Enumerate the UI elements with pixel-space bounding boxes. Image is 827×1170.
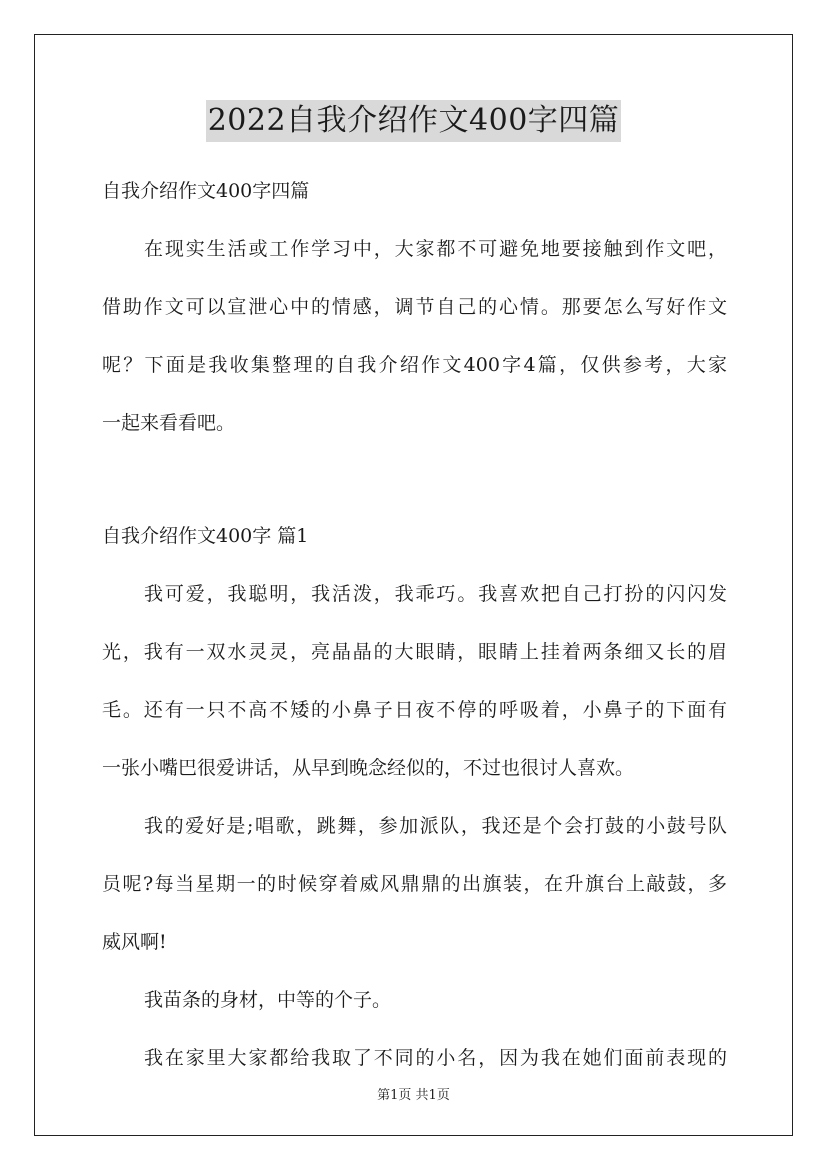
- paragraph-line: 光，我有一双水灵灵，亮晶晶的大眼睛，眼睛上挂着两条细又长的眉: [102, 641, 727, 663]
- paragraph-line: 我的爱好是;唱歌，跳舞，参加派队，我还是个会打鼓的小鼓号队: [144, 815, 727, 837]
- document-title: 2022自我介绍作文400字四篇: [206, 100, 622, 142]
- intro-line: 一起来看看吧。: [102, 412, 236, 434]
- paragraph-line: 我在家里大家都给我取了不同的小名，因为我在她们面前表现的: [144, 1047, 727, 1069]
- paragraph-line: 一张小嘴巴很爱讲话，从早到晚念经似的，不过也很讨人喜欢。: [102, 757, 635, 779]
- document-title-wrapper: [0, 100, 827, 142]
- paragraph-line: 员呢?每当星期一的时候穿着威风鼎鼎的出旗装，在升旗台上敲鼓，多: [102, 873, 727, 895]
- paragraph-line: 我可爱，我聪明，我活泼，我乖巧。我喜欢把自己打扮的闪闪发: [144, 583, 727, 605]
- page-footer: 第1页 共1页: [377, 1088, 450, 1103]
- intro-line: 在现实生活或工作学习中，大家都不可避免地要接触到作文吧，: [144, 238, 727, 260]
- paragraph-line: 我苗条的身材，中等的个子。: [144, 989, 392, 1011]
- paragraph-line: 威风啊!: [102, 931, 167, 953]
- intro-line: 呢？下面是我收集整理的自我介绍作文400字4篇，仅供参考，大家: [102, 354, 727, 376]
- document-body: [102, 162, 727, 1087]
- intro-line: 借助作文可以宣泄心中的情感，调节自己的心情。那要怎么写好作文: [102, 296, 727, 318]
- subtitle: 自我介绍作文400字四篇: [102, 180, 310, 202]
- paragraph-line: 毛。还有一只不高不矮的小鼻子日夜不停的呼吸着，小鼻子的下面有: [102, 699, 727, 721]
- section-heading: 自我介绍作文400字 篇1: [102, 525, 309, 547]
- section-gap: [102, 452, 727, 507]
